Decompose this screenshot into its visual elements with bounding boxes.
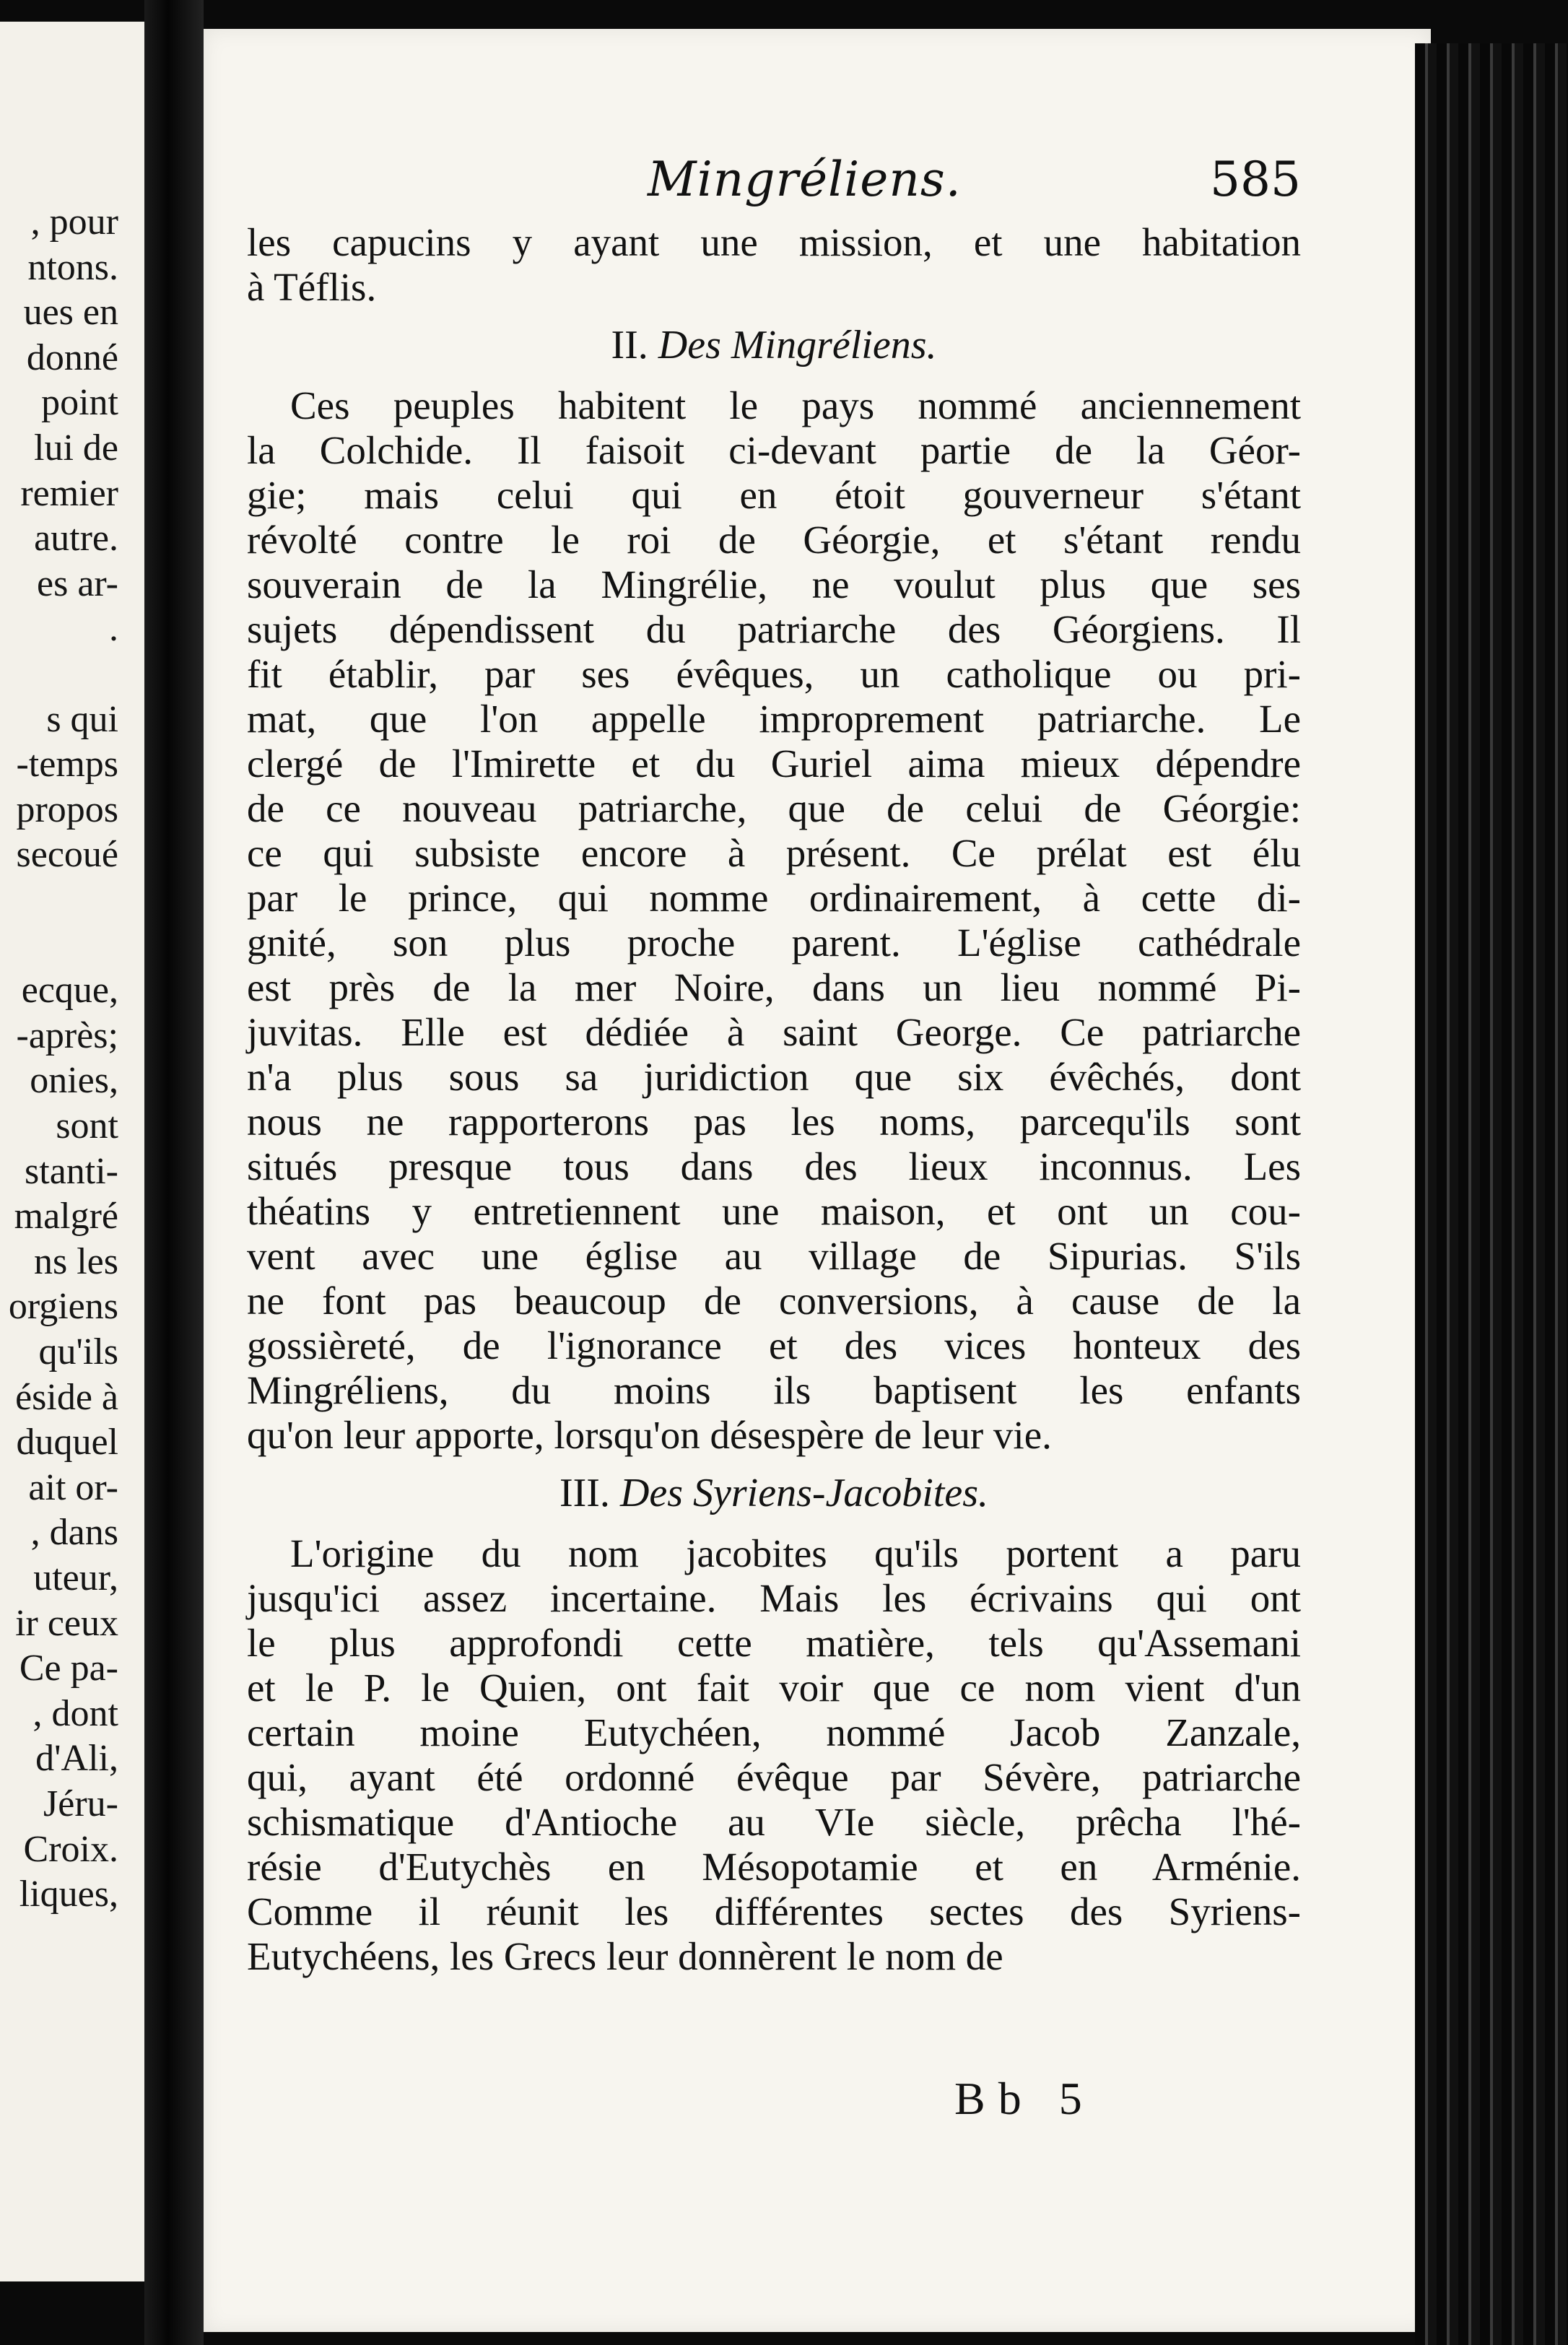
left-page-line: ait or- <box>28 1466 118 1508</box>
left-page-line: ns les <box>34 1240 118 1282</box>
left-page-line: autre. <box>34 518 118 560</box>
text-line: jusqu'ici assez incertaine. Mais les écrivains qui ont <box>247 1576 1301 1620</box>
left-page-line: ues en <box>23 292 118 334</box>
text-line: schismatique d'Antioche au VIe siècle, prêcha l'hé- <box>247 1800 1301 1844</box>
text-line: et le P. le Quien, ont fait voir que ce nom vient d'un <box>247 1666 1301 1710</box>
text-line: n'a plus sous sa juridiction que six évêchés, dont <box>247 1055 1301 1099</box>
left-page-line: d'Ali, <box>35 1738 118 1780</box>
section-heading-2 <box>247 320 1301 370</box>
text-line: nous ne rapporterons pas les noms, parcequ'ils sont <box>247 1100 1301 1144</box>
page-number: 585 <box>1210 152 1301 207</box>
text-line: résie d'Eutychès en Mésopotamie et en Arménie. <box>247 1845 1301 1889</box>
left-page-line: es ar- <box>37 562 118 604</box>
text-line: souverain de la Mingrélie, ne voulut plus que ses <box>247 562 1301 606</box>
text-line: gnité, son plus proche parent. L'église cathédrale <box>247 921 1301 965</box>
text-line: fit établir, par ses évêques, un catholique ou pri- <box>247 652 1301 696</box>
section-2-paragraph <box>247 383 1301 1458</box>
running-header <box>247 152 1301 209</box>
section-heading-3 <box>247 1468 1301 1518</box>
text-line: la Colchide. Il faisoit ci-devant partie de la Géor- <box>247 428 1301 472</box>
text-line: qui, ayant été ordonné évêque par Sévère, patriarche <box>247 1755 1301 1799</box>
text-line: révolté contre le roi de Géorgie, et s'étant rendu <box>247 518 1301 562</box>
left-page-line: onies, <box>30 1060 118 1102</box>
text-line: Mingréliens, du moins ils baptisent les enfants <box>247 1368 1301 1412</box>
left-page-line: Jéru- <box>43 1783 118 1824</box>
left-page-line: orgiens <box>8 1286 118 1328</box>
section-number: II. <box>611 323 648 367</box>
section-title: Des Mingréliens. <box>658 323 937 367</box>
left-page-line: donné <box>26 336 118 378</box>
left-page-line: s qui <box>46 698 118 740</box>
text-line: de ce nouveau patriarche, que de celui de Géorgie: <box>247 786 1301 830</box>
intro-paragraph <box>247 220 1301 310</box>
text-line: gossièreté, de l'ignorance et des vices honteux des <box>247 1323 1301 1367</box>
text-line: vent avec une église au village de Sipurias. S'ils <box>247 1234 1301 1278</box>
left-page-line: éside à <box>15 1376 118 1418</box>
text-line: qu'on leur apporte, lorsqu'on désespère de leur vie. <box>247 1413 1052 1457</box>
text-line: sujets dépendissent du patriarche des Géorgiens. Il <box>247 607 1301 651</box>
section-title: Des Syriens-Jacobites. <box>619 1471 989 1515</box>
left-page-line: -après; <box>16 1014 118 1056</box>
book-gutter <box>144 0 204 2345</box>
text-line: Comme il réunit les différentes sectes des Syriens- <box>247 1889 1301 1933</box>
section-3-paragraph <box>247 1531 1301 1979</box>
text-line: théatins y entretiennent une maison, et ont un cou- <box>247 1189 1301 1233</box>
left-page-line: ir ceux <box>15 1602 118 1644</box>
text-line: mat, que l'on appelle improprement patriarche. Le <box>247 697 1301 741</box>
text-line: Ces peuples habitent le pays nommé anciennement <box>290 383 1301 427</box>
text-line: Eutychéens, les Grecs leur donnèrent le nom de <box>247 1934 1003 1978</box>
left-page-line: , pour <box>30 201 118 243</box>
left-page-fragment <box>0 22 144 2281</box>
left-page-line: duquel <box>16 1422 118 1463</box>
text-line: gie; mais celui qui en étoit gouverneur s'étant <box>247 473 1301 517</box>
text-line: les capucins y ayant une mission, et une habitation <box>247 220 1301 264</box>
running-title: Mingréliens. <box>648 152 962 207</box>
text-line: ne font pas beaucoup de conversions, à cause de la <box>247 1279 1301 1323</box>
text-line: le plus approfondi cette matière, tels qu'Assemani <box>247 1621 1301 1665</box>
left-page-line: lui de <box>34 427 118 469</box>
left-page-line: , dont <box>32 1692 118 1734</box>
left-page-line: propos <box>16 788 118 830</box>
left-page-line: malgré <box>14 1196 118 1237</box>
left-page-line: ntons. <box>27 246 118 288</box>
left-page-line: , dans <box>30 1512 118 1554</box>
signature-mark: Bb 5 <box>954 2073 1095 2124</box>
left-page-line: ecque, <box>21 970 118 1011</box>
section-number: III. <box>559 1471 610 1515</box>
left-page-line: remier <box>20 472 118 514</box>
text-line: clergé de l'Imirette et du Guriel aima mieux dépendre <box>247 741 1301 786</box>
text-line: à Téflis. <box>247 265 377 309</box>
page-edges <box>1415 43 1568 2345</box>
left-page-line: Croix. <box>23 1828 118 1870</box>
left-page-line: stanti- <box>25 1150 118 1192</box>
left-page-line: uteur, <box>33 1557 118 1598</box>
page-body <box>247 220 1301 1979</box>
left-page-line: Ce pa- <box>19 1648 118 1689</box>
text-line: juvitas. Elle est dédiée à saint George. Ce patriarche <box>247 1010 1301 1054</box>
left-page-line: sont <box>56 1105 118 1147</box>
text-line: L'origine du nom jacobites qu'ils portent a paru <box>290 1531 1301 1575</box>
text-line: ce qui subsiste encore à présent. Ce prélat est élu <box>247 831 1301 875</box>
left-page-line: -temps <box>16 744 118 786</box>
left-page-line: secoué <box>16 834 118 876</box>
text-line: certain moine Eutychéen, nommé Jacob Zanzale, <box>247 1710 1301 1754</box>
left-page-line: qu'ils <box>38 1331 118 1372</box>
text-line: situés presque tous dans des lieux inconnus. Les <box>247 1144 1301 1188</box>
main-page <box>204 29 1431 2332</box>
left-page-line: liques, <box>19 1874 118 1915</box>
left-page-line: point <box>41 382 118 424</box>
text-line: par le prince, qui nomme ordinairement, à cette di- <box>247 876 1301 920</box>
left-page-line: . <box>109 608 118 650</box>
text-line: est près de la mer Noire, dans un lieu nommé Pi- <box>247 965 1301 1009</box>
